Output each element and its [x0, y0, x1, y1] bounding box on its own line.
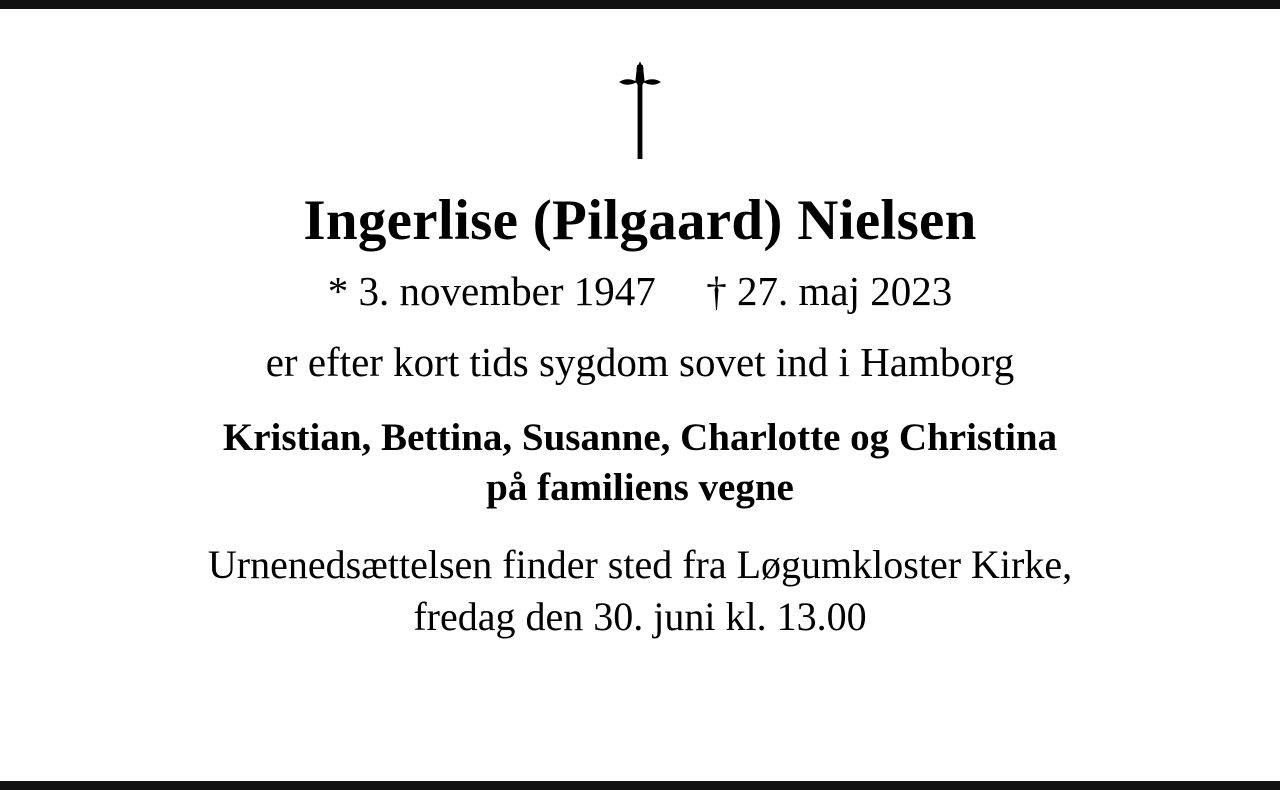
cross-icon — [605, 55, 675, 175]
passing-message: er efter kort tids sygdom sovet ind i Hamborg — [265, 339, 1015, 386]
survivors-block — [223, 413, 1057, 513]
service-details — [208, 539, 1072, 643]
death-date: 27. maj 2023 — [736, 267, 953, 314]
survivors-names: Kristian, Bettina, Susanne, Charlotte og Christina — [222, 416, 1058, 460]
deceased-name: Ingerlise (Pilgaard) Nielsen — [303, 189, 977, 252]
service-time: fredag den 30. juni kl. 13.00 — [413, 594, 867, 640]
service-location: Urnenedsættelsen finder sted fra Løgumkloster Kirke, — [207, 542, 1073, 588]
birth-symbol: * — [327, 267, 349, 314]
birth-date: 3. november 1947 — [358, 267, 656, 314]
life-dates — [328, 267, 952, 316]
survivors-on-behalf: på familiens vegne — [486, 466, 794, 510]
death-symbol: † — [706, 267, 727, 314]
